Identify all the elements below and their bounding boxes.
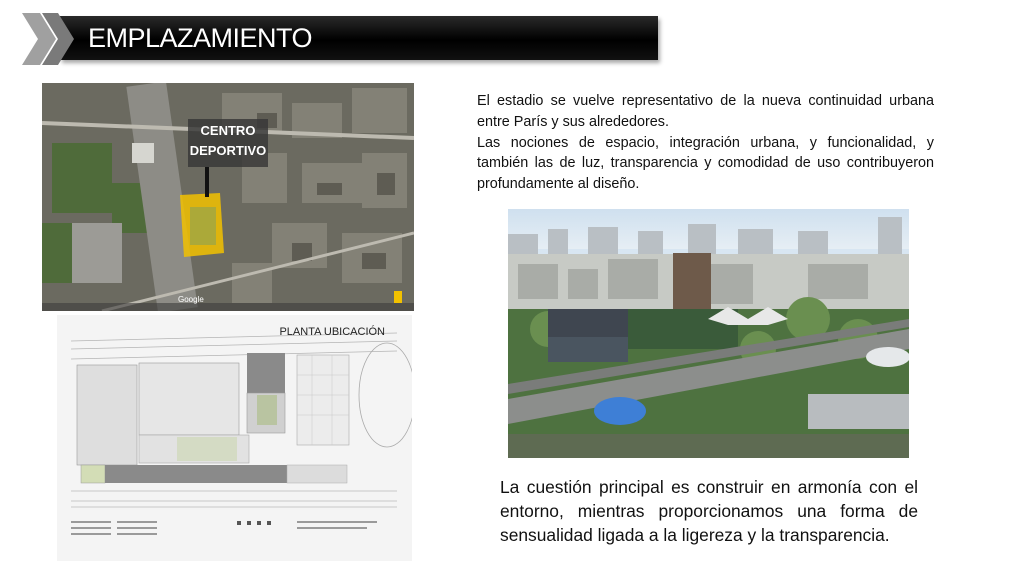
city-stadium-photo <box>508 209 909 458</box>
aerial-satellite-image <box>42 83 414 311</box>
callout-label <box>188 121 268 161</box>
site-plan-label: PLANTA UBICACIÓN <box>279 326 385 338</box>
google-watermark: Google <box>178 295 204 304</box>
callout-line-1: CENTRO <box>200 123 256 138</box>
description-paragraph-2: Las nociones de espacio, integración urbana, y funcionalidad, y también las de luz, transparencia y comodidad de uso contribuyeron profundamente al diseño. <box>477 134 934 193</box>
chevron-arrows-icon <box>20 13 76 65</box>
page-title: EMPLAZAMIENTO <box>88 23 313 53</box>
description-text <box>477 91 934 195</box>
callout-line-2: DEPORTIVO <box>189 143 267 158</box>
description-paragraph-1: El estadio se vuelve representativo de la nueva continuidad urbana entre París y sus alrededores. <box>477 93 934 130</box>
conclusion-text: La cuestión principal es construir en armonía con el entorno, mientras proporcionamos una forma de sensualidad ligada a la ligereza y la transparencia. <box>500 477 918 546</box>
site-plan-drawing <box>57 315 412 561</box>
